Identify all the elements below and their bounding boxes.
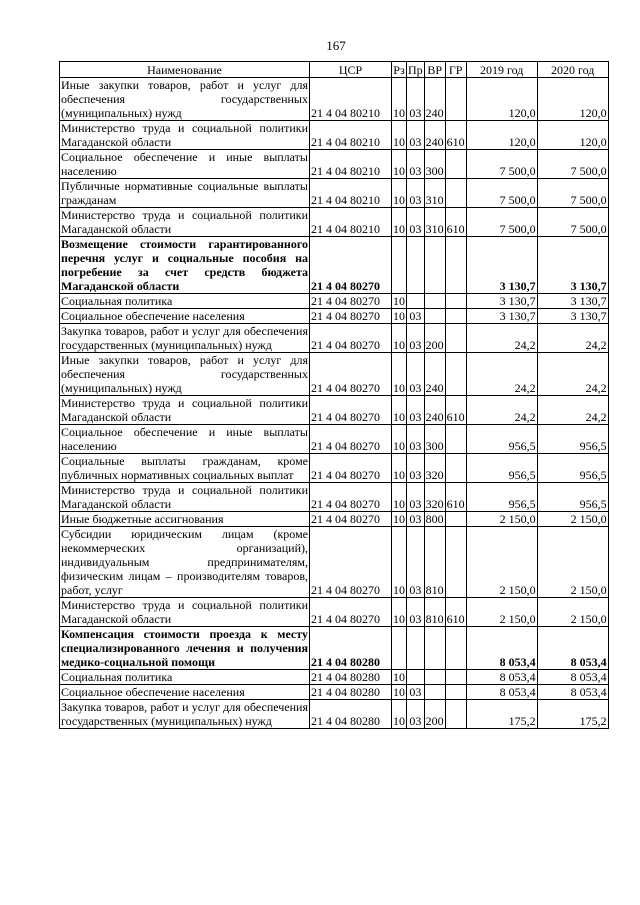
cell-gr — [445, 627, 466, 670]
cell-2019: 8 053,4 — [466, 670, 537, 685]
cell-2019: 956,5 — [466, 454, 537, 483]
cell-rz: 10 — [392, 700, 407, 729]
cell-2020: 7 500,0 — [537, 208, 608, 237]
cell-2019: 2 150,0 — [466, 598, 537, 627]
cell-vr: 320 — [424, 454, 445, 483]
table-row — [60, 150, 609, 179]
cell-2020: 3 130,7 — [537, 309, 608, 324]
cell-pr: 03 — [407, 150, 425, 179]
table-row — [60, 396, 609, 425]
table-row — [60, 627, 609, 670]
cell-pr — [407, 670, 425, 685]
cell-pr: 03 — [407, 598, 425, 627]
cell-name: Министерство труда и социальной политики Магаданской области — [61, 598, 308, 626]
cell-2019: 8 053,4 — [466, 627, 537, 670]
cell-gr — [445, 324, 466, 353]
cell-gr — [445, 527, 466, 598]
cell-2019: 24,2 — [466, 324, 537, 353]
cell-gr: 610 — [445, 483, 466, 512]
cell-gr: 610 — [445, 208, 466, 237]
cell-name: Министерство труда и социальной политики Магаданской области — [61, 483, 308, 511]
table-row — [60, 353, 609, 396]
cell-name: Иные закупки товаров, работ и услуг для обеспечения государственных (муниципальных) нужд — [61, 78, 308, 120]
cell-vr: 810 — [424, 598, 445, 627]
cell-name: Публичные нормативные социальные выплаты гражданам — [61, 179, 308, 207]
cell-vr: 300 — [424, 425, 445, 454]
table-row — [60, 700, 609, 729]
cell-2019: 3 130,7 — [466, 294, 537, 309]
cell-name: Социальная политика — [60, 294, 310, 309]
cell-name: Возмещение стоимости гарантированного перечня услуг и социальные пособия на погребение за счет средств бюджета Магаданской области — [61, 237, 308, 293]
cell-2019: 2 150,0 — [466, 527, 537, 598]
table-row — [60, 237, 609, 294]
table-row — [60, 512, 609, 527]
cell-name: Субсидии юридическим лицам (кроме некоммерческих организаций), индивидуальным предпринимателям, физическим лицам – производителям товаров, работ, услуг — [61, 527, 308, 597]
table-row — [60, 685, 609, 700]
cell-gr — [445, 353, 466, 396]
table-header-row — [60, 62, 609, 78]
table-row — [60, 179, 609, 208]
cell-csr: 21 4 04 80270 — [310, 483, 392, 512]
cell-vr — [424, 237, 445, 294]
page-number: 167 — [326, 38, 346, 53]
cell-2020: 7 500,0 — [537, 150, 608, 179]
cell-csr: 21 4 04 80210 — [310, 179, 392, 208]
cell-csr: 21 4 04 80280 — [310, 670, 392, 685]
cell-csr: 21 4 04 80270 — [310, 237, 392, 294]
cell-pr: 03 — [407, 353, 425, 396]
cell-name: Иные закупки товаров, работ и услуг для обеспечения государственных (муниципальных) нужд — [61, 353, 308, 395]
table-row — [60, 670, 609, 685]
cell-gr — [445, 78, 466, 121]
cell-pr: 03 — [407, 121, 425, 150]
cell-pr: 03 — [407, 208, 425, 237]
cell-2019: 3 130,7 — [466, 237, 537, 294]
cell-pr: 03 — [407, 425, 425, 454]
cell-csr: 21 4 04 80210 — [310, 78, 392, 121]
cell-2020: 120,0 — [537, 121, 608, 150]
cell-csr: 21 4 04 80270 — [310, 353, 392, 396]
cell-gr: 610 — [445, 121, 466, 150]
cell-rz: 10 — [392, 150, 407, 179]
cell-gr: 610 — [445, 598, 466, 627]
cell-csr: 21 4 04 80270 — [310, 324, 392, 353]
cell-name: Социальное обеспечение и иные выплаты населению — [61, 150, 308, 178]
cell-rz: 10 — [392, 425, 407, 454]
column-header-name: Наименование — [60, 62, 310, 78]
cell-2019: 2 150,0 — [466, 512, 537, 527]
cell-gr — [445, 454, 466, 483]
cell-2020: 3 130,7 — [537, 294, 608, 309]
cell-csr: 21 4 04 80270 — [310, 309, 392, 324]
table-row — [60, 454, 609, 483]
cell-2019: 24,2 — [466, 396, 537, 425]
cell-pr: 03 — [407, 512, 425, 527]
cell-rz: 10 — [392, 208, 407, 237]
cell-2020: 2 150,0 — [537, 512, 608, 527]
cell-2019: 956,5 — [466, 425, 537, 454]
cell-rz: 10 — [392, 454, 407, 483]
cell-rz: 10 — [393, 512, 405, 526]
column-header-pr: Пр — [408, 62, 423, 77]
cell-2020: 8 053,4 — [537, 685, 608, 700]
cell-rz: 10 — [392, 483, 407, 512]
cell-gr — [445, 700, 466, 729]
cell-vr: 300 — [424, 150, 445, 179]
cell-pr: 03 — [407, 309, 425, 324]
table-row — [60, 208, 609, 237]
cell-vr: 240 — [424, 353, 445, 396]
cell-gr — [445, 309, 466, 324]
cell-rz: 10 — [392, 179, 407, 208]
cell-csr: 21 4 04 80270 — [310, 425, 392, 454]
cell-csr: 21 4 04 80280 — [310, 685, 392, 700]
budget-table — [59, 61, 609, 729]
cell-pr: 03 — [407, 685, 425, 700]
cell-pr: 03 — [407, 454, 425, 483]
cell-rz: 10 — [392, 396, 407, 425]
cell-name: Закупка товаров, работ и услуг для обеспечения государственных (муниципальных) нужд — [61, 700, 308, 728]
cell-2020: 8 053,4 — [537, 670, 608, 685]
cell-name: Социальное обеспечение населения — [60, 309, 310, 324]
cell-name: Социальные выплаты гражданам, кроме публичных нормативных социальных выплат — [61, 454, 308, 482]
column-header-2020: 2020 год — [537, 62, 608, 78]
cell-2020: 24,2 — [537, 353, 608, 396]
table-row — [60, 78, 609, 121]
table-row — [60, 121, 609, 150]
cell-2020: 3 130,7 — [537, 237, 608, 294]
cell-gr — [445, 512, 466, 527]
table-row — [60, 483, 609, 512]
table-body — [60, 78, 609, 729]
cell-gr: 610 — [445, 396, 466, 425]
cell-rz: 10 — [392, 527, 407, 598]
column-header-vr: ВР — [424, 62, 445, 78]
cell-vr — [424, 685, 445, 700]
cell-csr: 21 4 04 80270 — [310, 454, 392, 483]
cell-2020: 24,2 — [537, 396, 608, 425]
cell-vr — [424, 627, 445, 670]
cell-rz: 10 — [392, 598, 407, 627]
cell-2019: 956,5 — [466, 483, 537, 512]
cell-name: Социальное обеспечение и иные выплаты населению — [61, 425, 308, 453]
cell-vr — [424, 294, 445, 309]
cell-vr: 240 — [424, 78, 445, 121]
cell-gr — [445, 150, 466, 179]
cell-csr: 21 4 04 80270 — [310, 294, 392, 309]
cell-2019: 3 130,7 — [466, 309, 537, 324]
cell-rz: 10 — [392, 353, 407, 396]
cell-csr: 21 4 04 80270 — [310, 527, 392, 598]
cell-name: Закупка товаров, работ и услуг для обеспечения государственных (муниципальных) нужд — [61, 324, 308, 352]
cell-2019: 7 500,0 — [466, 208, 537, 237]
table-row — [60, 309, 609, 324]
cell-rz: 10 — [392, 324, 407, 353]
table-row — [60, 527, 609, 598]
cell-vr: 810 — [424, 527, 445, 598]
cell-vr — [424, 670, 445, 685]
cell-rz: 10 — [393, 685, 405, 699]
cell-2020: 175,2 — [537, 700, 608, 729]
cell-gr — [445, 685, 466, 700]
column-header-csr: ЦСР — [310, 62, 392, 78]
cell-gr — [445, 425, 466, 454]
cell-pr: 03 — [407, 324, 425, 353]
table-row — [60, 294, 609, 309]
cell-2019: 7 500,0 — [466, 150, 537, 179]
cell-gr — [445, 294, 466, 309]
cell-csr: 21 4 04 80210 — [310, 208, 392, 237]
cell-csr: 21 4 04 80280 — [310, 700, 392, 729]
cell-2020: 956,5 — [537, 483, 608, 512]
cell-gr — [445, 670, 466, 685]
cell-gr — [445, 179, 466, 208]
cell-name: Социальная политика — [60, 670, 310, 685]
cell-vr: 320 — [424, 483, 445, 512]
cell-rz: 10 — [392, 121, 407, 150]
cell-gr — [445, 237, 466, 294]
cell-rz: 10 — [393, 309, 405, 323]
cell-2020: 120,0 — [537, 78, 608, 121]
cell-name: Министерство труда и социальной политики Магаданской области — [61, 208, 308, 236]
cell-csr: 21 4 04 80280 — [310, 627, 392, 670]
cell-2020: 2 150,0 — [537, 527, 608, 598]
column-header-gr: ГР — [445, 62, 466, 78]
cell-csr: 21 4 04 80270 — [310, 598, 392, 627]
cell-name: Министерство труда и социальной политики Магаданской области — [61, 396, 308, 424]
cell-vr — [424, 309, 445, 324]
cell-pr: 03 — [407, 396, 425, 425]
cell-vr: 240 — [424, 121, 445, 150]
cell-pr: 03 — [407, 483, 425, 512]
cell-2020: 2 150,0 — [537, 598, 608, 627]
cell-2019: 8 053,4 — [466, 685, 537, 700]
cell-2019: 7 500,0 — [466, 179, 537, 208]
cell-vr: 240 — [424, 396, 445, 425]
cell-name: Министерство труда и социальной политики Магаданской области — [61, 121, 308, 149]
cell-2020: 7 500,0 — [537, 179, 608, 208]
cell-csr: 21 4 04 80270 — [310, 512, 392, 527]
cell-csr: 21 4 04 80210 — [310, 150, 392, 179]
cell-name: Компенсация стоимости проезда к месту специализированного лечения и получения медико-социальной помощи — [61, 627, 308, 669]
cell-pr — [407, 627, 425, 670]
cell-pr — [407, 294, 425, 309]
table-row — [60, 324, 609, 353]
cell-name: Социальное обеспечение населения — [60, 685, 310, 700]
cell-pr: 03 — [407, 527, 425, 598]
cell-vr: 200 — [424, 324, 445, 353]
cell-csr: 21 4 04 80210 — [310, 121, 392, 150]
cell-vr: 310 — [424, 208, 445, 237]
cell-2019: 175,2 — [466, 700, 537, 729]
cell-vr: 200 — [424, 700, 445, 729]
cell-2020: 24,2 — [537, 324, 608, 353]
cell-vr: 310 — [424, 179, 445, 208]
cell-2019: 120,0 — [466, 78, 537, 121]
cell-pr: 03 — [407, 700, 425, 729]
cell-csr: 21 4 04 80270 — [310, 396, 392, 425]
table-row — [60, 598, 609, 627]
cell-rz: 10 — [393, 294, 405, 308]
column-header-2019: 2019 год — [466, 62, 537, 78]
cell-vr: 800 — [425, 512, 444, 526]
cell-rz — [392, 237, 407, 294]
cell-2019: 120,0 — [466, 121, 537, 150]
cell-2020: 8 053,4 — [537, 627, 608, 670]
cell-rz: 10 — [393, 670, 405, 684]
cell-pr — [407, 237, 425, 294]
table-row — [60, 425, 609, 454]
cell-pr: 03 — [407, 179, 425, 208]
cell-2019: 24,2 — [466, 353, 537, 396]
cell-2020: 956,5 — [537, 425, 608, 454]
column-header-rz: Рз — [393, 62, 405, 77]
cell-name: Иные бюджетные ассигнования — [60, 512, 310, 527]
cell-rz — [392, 627, 407, 670]
cell-pr: 03 — [407, 78, 425, 121]
cell-rz: 10 — [392, 78, 407, 121]
cell-2020: 956,5 — [537, 454, 608, 483]
